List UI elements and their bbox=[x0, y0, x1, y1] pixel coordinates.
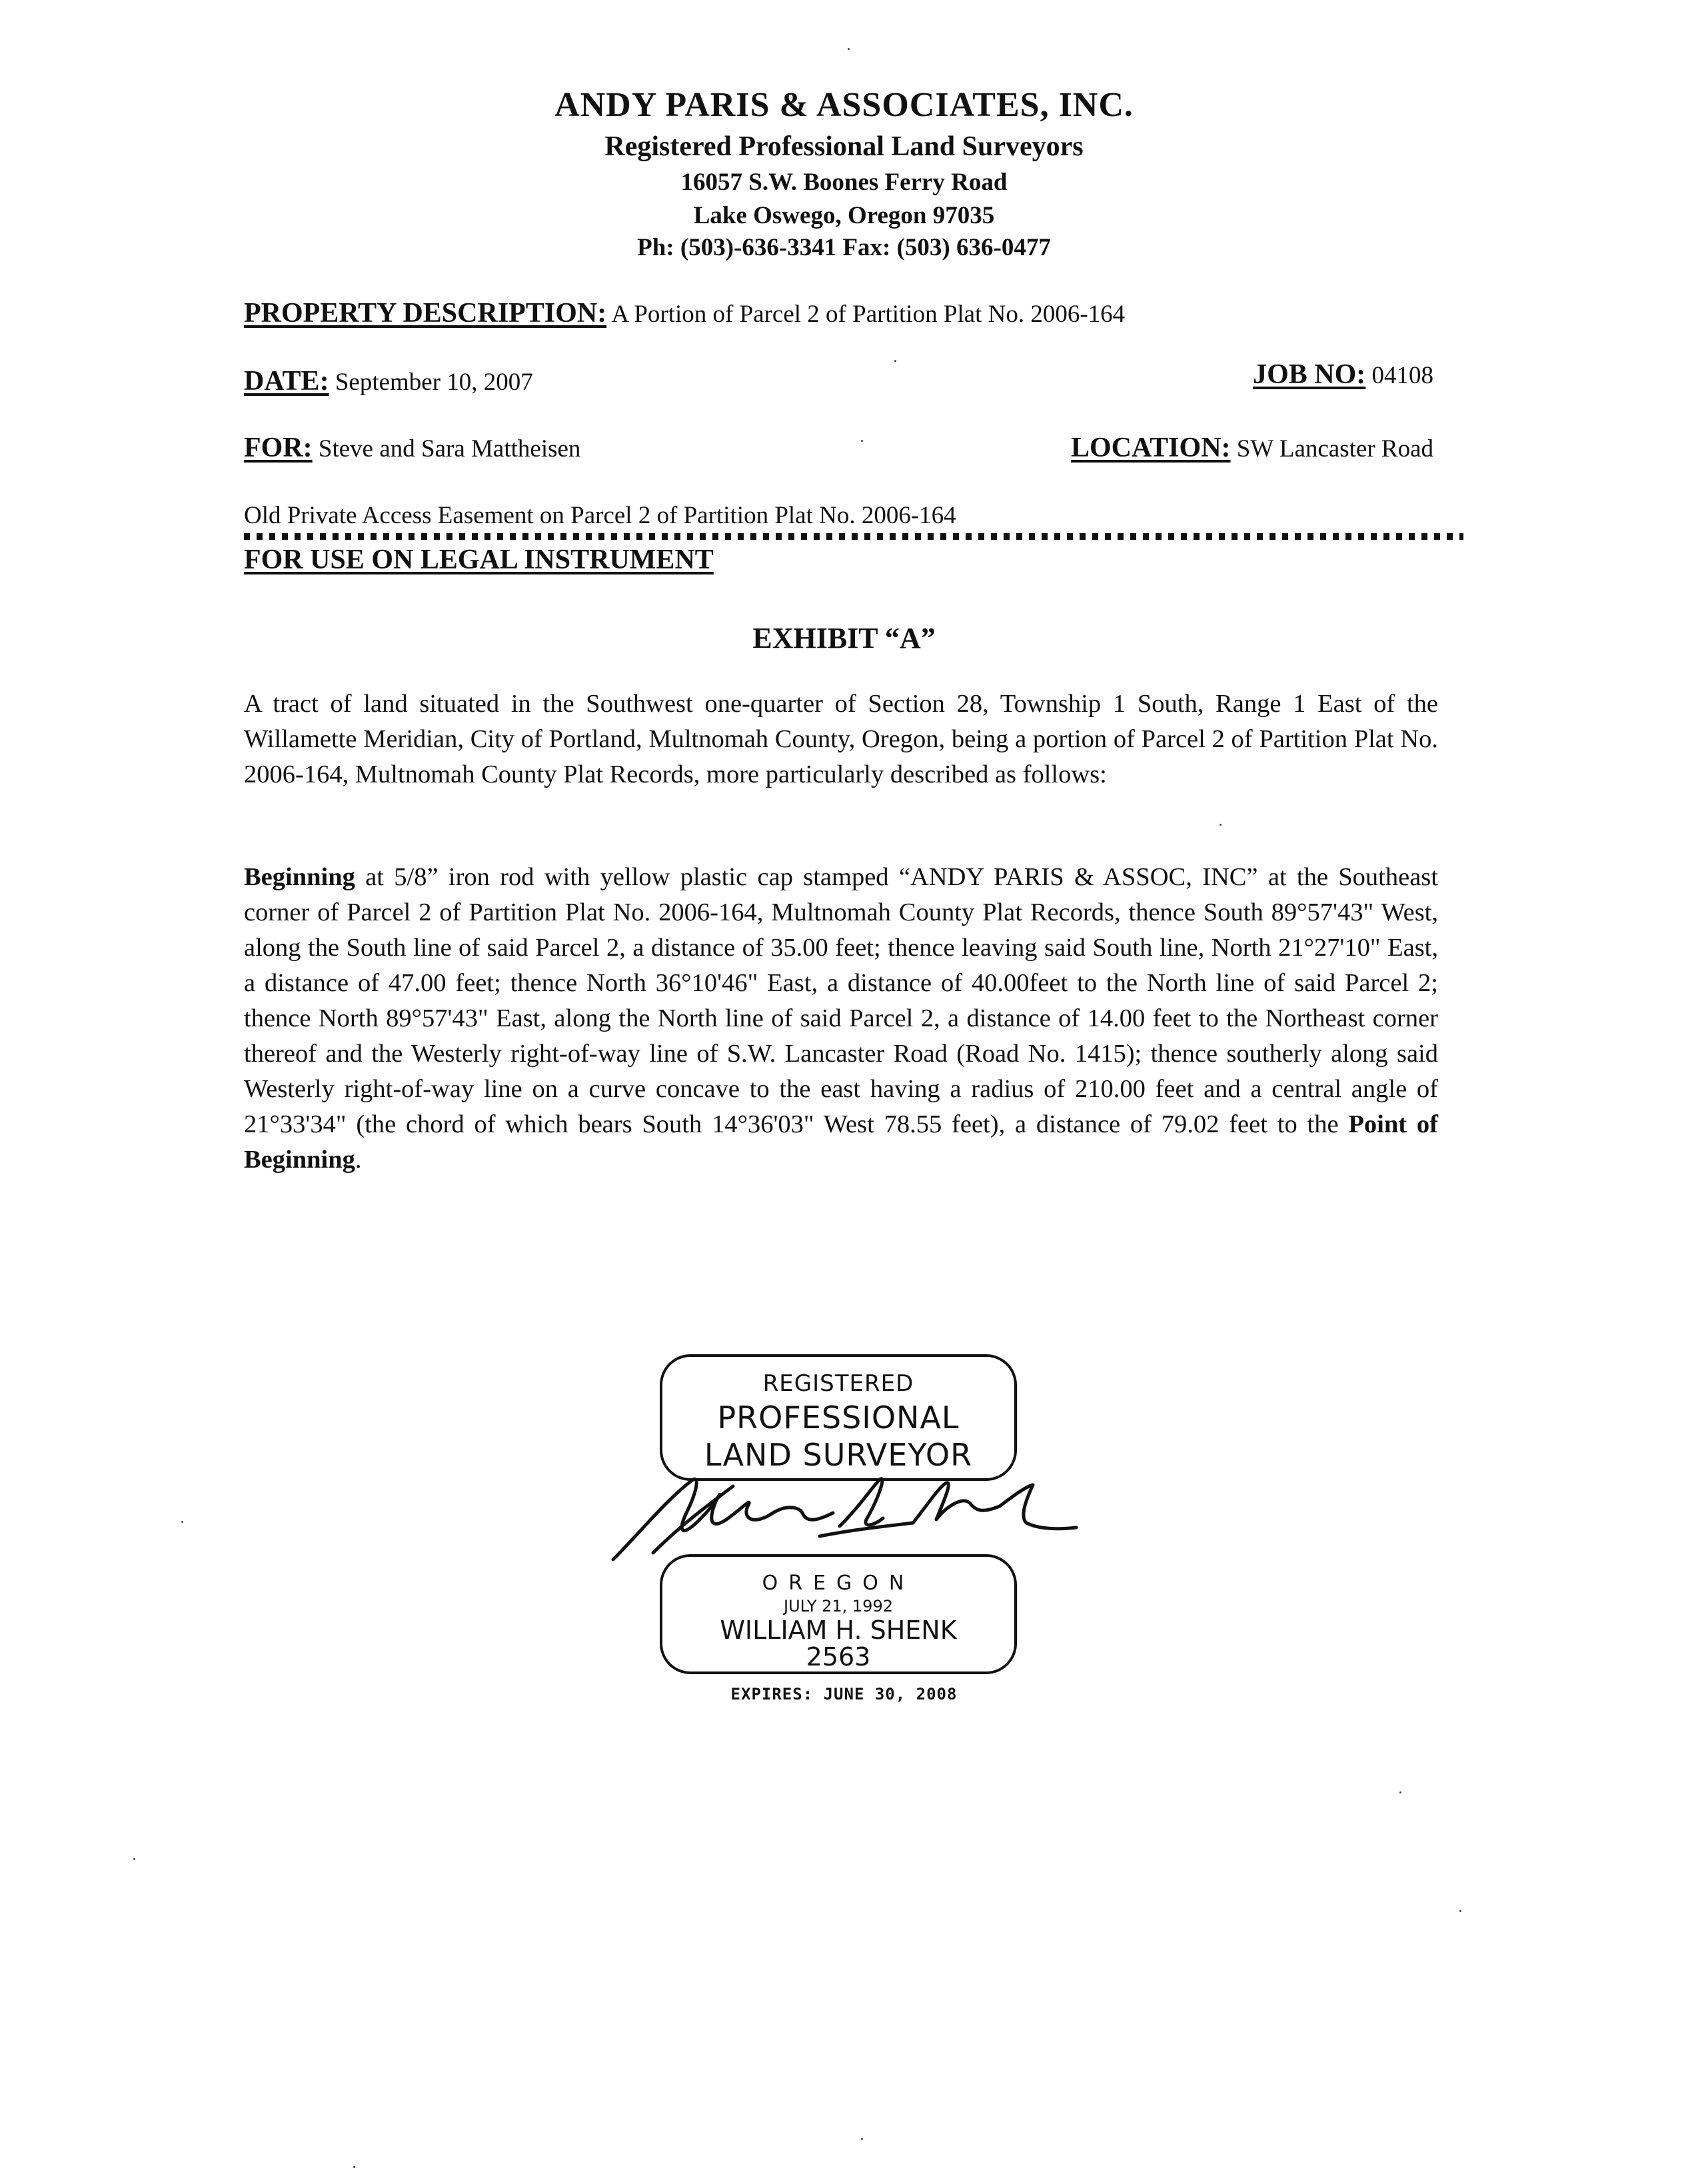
stamp-state: OREGON bbox=[762, 1572, 915, 1595]
stamp-upper-box bbox=[660, 1354, 1017, 1481]
job-value: 04108 bbox=[1371, 362, 1433, 389]
location-label: LOCATION: bbox=[1070, 433, 1231, 463]
scan-speck bbox=[861, 2138, 863, 2140]
property-value: A Portion of Parcel 2 of Partition Plat No. 2006-164 bbox=[611, 301, 1126, 328]
date-row bbox=[244, 365, 533, 397]
easement-title: Old Private Access Easement on Parcel 2 of Partition Plat No. 2006-164 bbox=[244, 502, 956, 529]
stamp-expiration: EXPIRES: JUNE 30, 2008 bbox=[730, 1685, 958, 1703]
location-value: SW Lancaster Road bbox=[1236, 435, 1433, 463]
stamp-surveyor-name: WILLIAM H. SHENK bbox=[720, 1616, 957, 1645]
handwritten-signature bbox=[600, 1466, 1080, 1566]
scan-speck bbox=[861, 440, 863, 442]
date-value: September 10, 2007 bbox=[335, 369, 533, 396]
for-value: Steve and Sara Mattheisen bbox=[318, 435, 581, 463]
legal-description-body: at 5/8” iron rod with yellow plastic cap stamped “ANDY PARIS & ASSOC, INC” at the Southeast corner of Parcel 2 of Partition Plat No. 2006-164, Multnomah County Plat Records, thence South 89°57'43" West, along the South line of said Parcel 2, a distance of 35.00 feet; thence leaving said South line, North 21°27'10" East, a distance of 47.00 feet; thence North 36°10'46" East, a distance of 40.00feet to the North line of said Parcel 2; thence North 89°57'43" East, along the North line of said Parcel 2, a distance of 14.00 feet to the Northeast corner thereof and the Westerly right-of-way line of S.W. Lancaster Road (Road No. 1415); thence southerly along said Westerly right-of-way line on a curve concave to the east having a radius of 210.00 feet and a central angle of 21°33'34" (the chord of which bears South 14°36'03" West 78.55 feet), a distance of 79.02 feet to the bbox=[244, 863, 1438, 1138]
beginning-term: Beginning bbox=[244, 863, 355, 891]
dotted-divider bbox=[244, 533, 1463, 540]
legal-description-paragraph bbox=[244, 860, 1438, 1178]
stamp-professional: PROFESSIONAL bbox=[717, 1400, 960, 1436]
stamp-lower-box bbox=[660, 1554, 1017, 1674]
company-name: ANDY PARIS & ASSOCIATES, INC. bbox=[554, 86, 1134, 124]
scan-speck bbox=[894, 360, 896, 362]
address-line-2: Lake Oswego, Oregon 97035 bbox=[693, 202, 995, 229]
stamp-land-surveyor: LAND SURVEYOR bbox=[704, 1437, 973, 1473]
job-label: JOB NO: bbox=[1253, 359, 1366, 390]
stamp-date: JULY 21, 1992 bbox=[784, 1597, 893, 1616]
stamp-registered: REGISTERED bbox=[762, 1370, 914, 1397]
for-label: FOR: bbox=[244, 433, 313, 463]
scan-speck bbox=[353, 2166, 355, 2168]
phone-fax: Ph: (503)-636-3341 Fax: (503) 636-0477 bbox=[637, 234, 1051, 261]
scan-speck bbox=[133, 1858, 135, 1860]
address-line-1: 16057 S.W. Boones Ferry Road bbox=[680, 169, 1008, 196]
property-description-row bbox=[244, 297, 1125, 329]
exhibit-title: EXHIBIT “A” bbox=[752, 622, 936, 654]
scan-speck bbox=[848, 48, 850, 50]
legal-description-end: . bbox=[355, 1146, 362, 1174]
scan-speck bbox=[1459, 1910, 1461, 1912]
company-subtitle: Registered Professional Land Surveyors bbox=[604, 131, 1084, 162]
description-paragraph: A tract of land situated in the Southwest one-quarter of Section 28, Township 1 South, Range 1 East of the Willamette Meridian, City of Portland, Multnomah County, Oregon, being a portion of Parcel 2 of Partition Plat No. 2006-164, Multnomah County Plat Records, more particularly described as follows: bbox=[244, 690, 1438, 788]
property-label: PROPERTY DESCRIPTION: bbox=[244, 298, 607, 329]
for-row bbox=[244, 432, 580, 464]
scan-speck bbox=[1220, 824, 1222, 826]
date-label: DATE: bbox=[244, 366, 329, 397]
point-of-beginning-term: Point of Beginning bbox=[244, 1110, 1438, 1174]
scan-speck bbox=[181, 1521, 183, 1523]
scan-speck bbox=[1399, 1791, 1401, 1793]
location-row bbox=[1071, 432, 1433, 464]
legal-instrument-heading: FOR USE ON LEGAL INSTRUMENT bbox=[244, 545, 714, 575]
job-number-row bbox=[1253, 359, 1433, 391]
stamp-license-number: 2563 bbox=[806, 1642, 871, 1671]
